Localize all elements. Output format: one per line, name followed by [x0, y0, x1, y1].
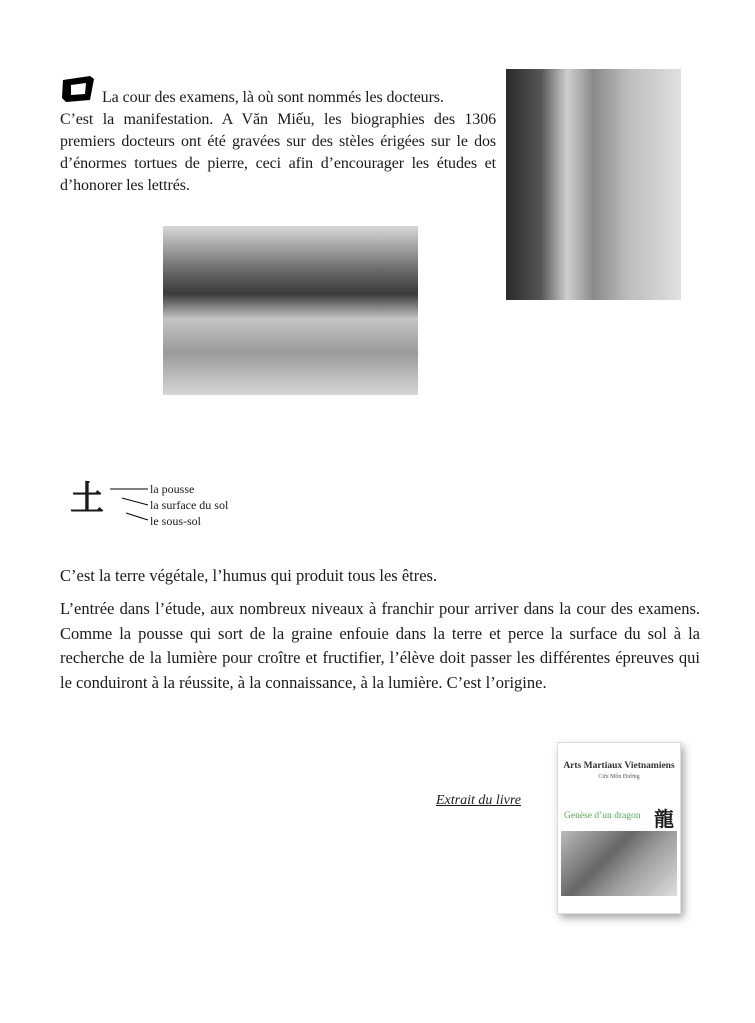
earth-character: 土 — [70, 481, 104, 518]
book-cover — [557, 742, 681, 914]
intro-paragraph — [60, 87, 496, 197]
book-excerpt-link[interactable]: Extrait du livre — [436, 793, 522, 808]
arrows-icon — [70, 480, 160, 530]
photo-stele-gallery — [163, 226, 418, 395]
character-diagram — [70, 480, 270, 530]
book-name: Genèse d’un dragon — [564, 811, 641, 821]
intro-line: La cour des examens, là où sont nommés les docteurs. — [102, 89, 444, 106]
label-surface: la surface du sol — [150, 498, 229, 512]
label-sous-sol: le sous-sol — [150, 514, 201, 528]
book-title: Arts Martiaux Vietnamiens — [563, 761, 675, 771]
book-subtitle: Cửu Môn Đường — [598, 774, 640, 780]
label-pousse: la pousse — [150, 482, 195, 496]
paragraph-etude: L’entrée dans l’étude, aux nombreux niveaux à franchir pour arriver dans la cour des examens. Comme la pousse qui sort de la graine enfouie dans la terre et perce la surface du sol à la recherche de la lumière pour croître et fructifier, l’élève doit passer les différentes épreuves qui le conduiront à la réussite, à la connaissance, à la lumière. C’est l’origine. — [60, 599, 700, 692]
photo-temple-corridor — [506, 69, 681, 300]
book-cover-art — [561, 831, 677, 896]
intro-text: C’est la manifestation. A Văn Miếu, les biographies des 1306 premiers docteurs ont été gravées sur des stèles érigées sur le dos d’énormes tortues de pierre, ceci afin d’encourager les études et d’honorer les lettrés. — [60, 111, 496, 194]
dragon-character: 龍 — [654, 809, 674, 831]
paragraph-humus: C’est la terre végétale, l’humus qui produit tous les êtres. — [60, 566, 438, 585]
